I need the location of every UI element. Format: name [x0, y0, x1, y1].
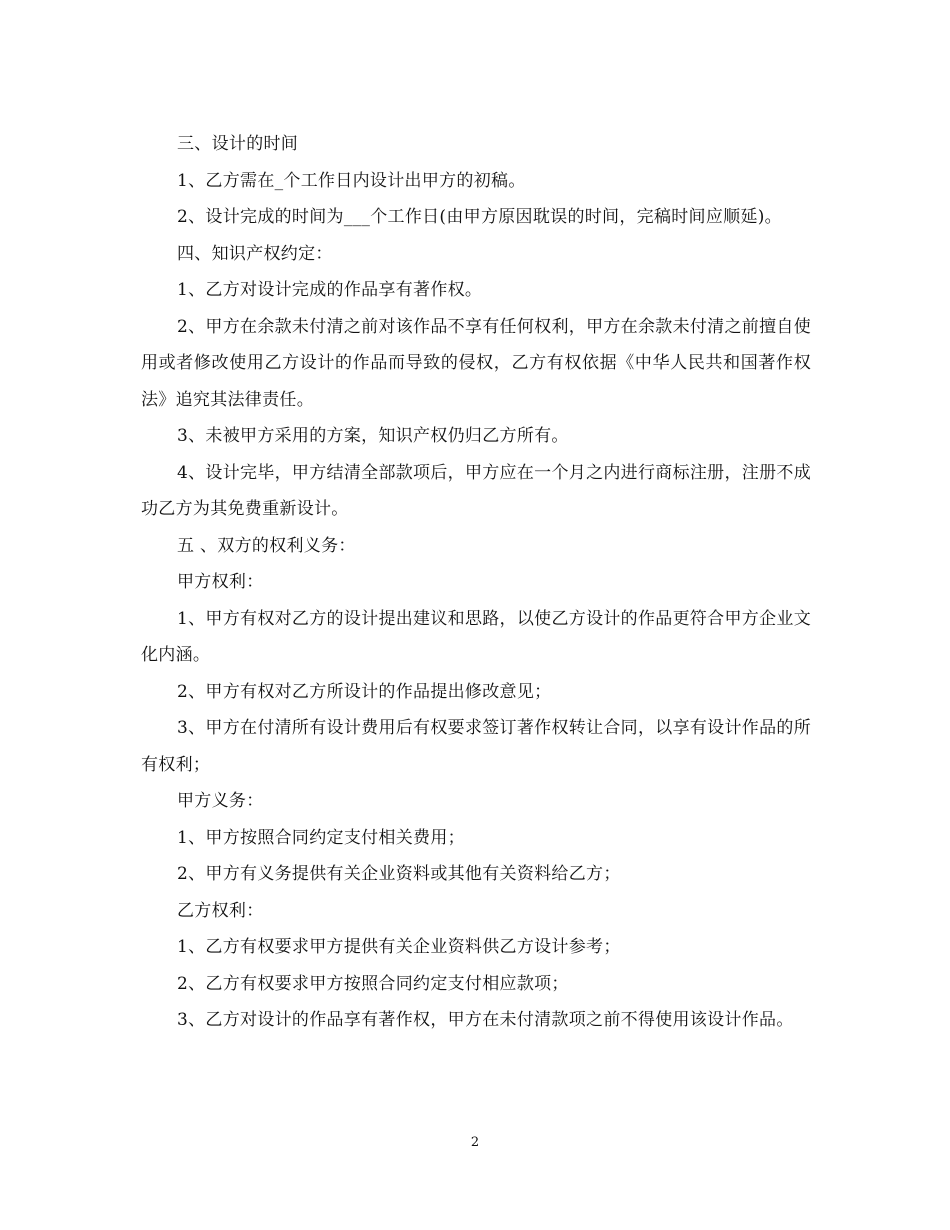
paragraph: 3、乙方对设计的作品享有著作权，甲方在未付清款项之前不得使用该设计作品。 [177, 1010, 794, 1030]
subheading-party-b-rights: 乙方权利： [177, 900, 264, 921]
subheading-party-a-rights: 甲方权利： [177, 572, 264, 592]
paragraph: 2、甲方有权对乙方所设计的作品提出修改意见； [177, 681, 552, 702]
paragraph: 1、乙方对设计完成的作品享有著作权。 [177, 280, 483, 300]
paragraph: 4、设计完毕，甲方结清全部款项后，甲方应在一个月之内进行商标注册，注册不成功乙方为其免费重新设计。 [141, 462, 811, 519]
paragraph: 1、甲方按照合同约定支付相关费用； [177, 827, 465, 848]
subheading-party-a-obligations: 甲方义务： [177, 791, 264, 811]
section-heading-rights-obligations: 五 、双方的权利义务： [177, 535, 356, 556]
paragraph: 3、甲方在付清所有设计费用后有权要求签订著作权转让合同，以享有设计作品的所有权利； [141, 718, 811, 775]
paragraph: 3、未被甲方采用的方案，知识产权仍归乙方所有。 [177, 426, 569, 446]
paragraph: 2、设计完成的时间为___个工作日(由甲方原因耽误的时间，完稿时间应顺延)。 [177, 207, 782, 227]
section-heading-ip: 四、知识产权约定： [177, 243, 333, 264]
section-heading-design-time: 三、设计的时间 [177, 134, 299, 154]
document-body [141, 126, 811, 1039]
paragraph: 2、乙方有权要求甲方按照合同约定支付相应款项； [177, 973, 569, 994]
paragraph: 1、乙方有权要求甲方提供有关企业资料供乙方设计参考； [177, 937, 621, 957]
paragraph: 2、甲方有义务提供有关企业资料或其他有关资料给乙方； [177, 864, 621, 884]
paragraph: 1、乙方需在_个工作日内设计出甲方的初稿。 [177, 170, 526, 191]
paragraph: 1、甲方有权对乙方的设计提出建议和思路，以使乙方设计的作品更符合甲方企业文化内涵。 [141, 608, 811, 665]
paragraph: 2、甲方在余款未付清之前对该作品不享有任何权利，甲方在余款未付清之前擅自使用或者修改使用乙方设计的作品而导致的侵权，乙方有权依据《中华人民共和国著作权法》追究其法律责任。 [141, 316, 811, 410]
page-number: 2 [470, 1135, 480, 1150]
